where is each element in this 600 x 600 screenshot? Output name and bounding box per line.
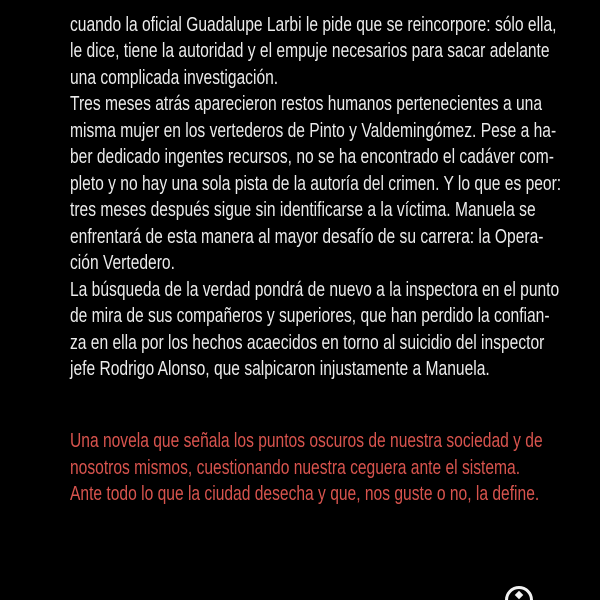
synopsis-line: de mira de sus compañeros y superiores, que han perdido la confian- — [70, 305, 550, 327]
logo-mark-icon — [515, 591, 523, 599]
tagline-line: Ante todo lo que la ciudad desecha y que, nos guste o no, la define. — [70, 483, 540, 505]
synopsis-line: enfrentará de esta manera al mayor desafío de su carrera: la Opera- — [70, 225, 544, 248]
synopsis-line: za en ella por los hechos acaecidos en torno al suicidio del inspector — [70, 331, 545, 354]
synopsis-line: Tres meses atrás aparecieron restos humanos pertenecientes a una — [70, 93, 543, 115]
synopsis-line: una complicada investigación. — [70, 66, 279, 89]
synopsis-line: misma mujer en los vertederos de Pinto y Valdemingómez. Pese a ha- — [70, 119, 557, 142]
synopsis-line: ción Vertedero. — [70, 252, 175, 274]
synopsis-line: tres meses después sigue sin identificarse a la víctima. Manuela se — [70, 199, 536, 221]
synopsis-line: jefe Rodrigo Alonso, que salpicaron injustamente a Manuela. — [70, 358, 490, 380]
tagline-line: nosotros mismos, cuestionando nuestra ceguera ante el sistema. — [70, 456, 521, 479]
clipped-first-line — [70, 0, 540, 12]
synopsis-line: La búsqueda de la verdad pondrá de nuevo a la inspectora en el punto — [70, 278, 560, 301]
synopsis-line: pleto y no hay una sola pista de la autoría del crimen. Y lo que es peor: — [70, 172, 562, 195]
synopsis-line: le dice, tiene la autoridad y el empuje necesarios para sacar adelante — [70, 40, 550, 62]
tagline-line: Una novela que señala los puntos oscuros de nuestra sociedad y de — [70, 430, 543, 452]
synopsis-line: ber dedicado ingentes recursos, no se ha encontrado el cadáver com- — [70, 146, 554, 168]
publisher-logo-icon — [505, 586, 533, 600]
synopsis-text — [70, 0, 562, 383]
tagline-text — [70, 428, 543, 508]
synopsis-line: cuando la oficial Guadalupe Larbi le pide que se reincorpore: sólo ella, — [70, 13, 557, 36]
